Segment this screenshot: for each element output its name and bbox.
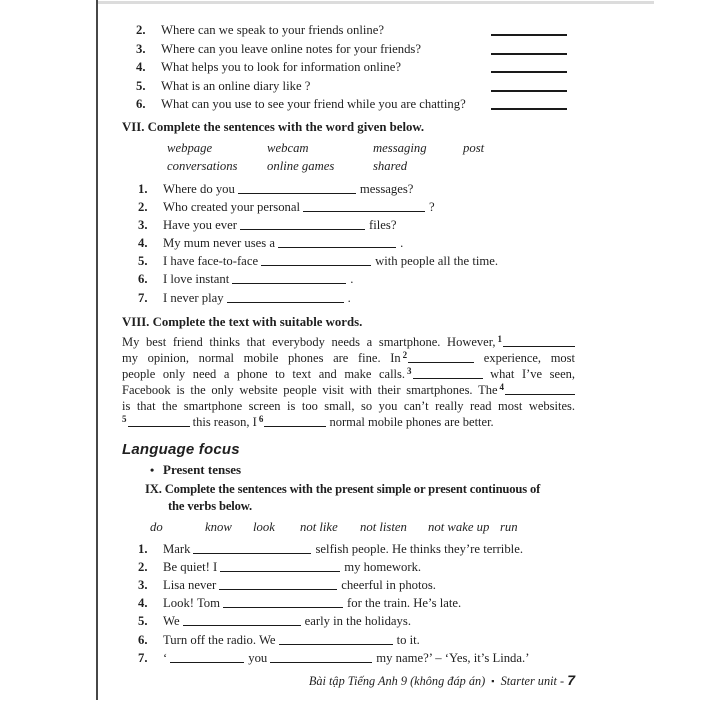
item-number: 6. <box>138 272 148 287</box>
section-viii-heading: VIII. Complete the text with suitable words. <box>122 314 363 329</box>
exercise-item <box>122 234 575 252</box>
superscript-number: 4 <box>499 381 504 392</box>
paragraph-text: is that the smartphone screen is too small, so you can’t really read most websites. <box>122 398 575 413</box>
bullet-icon: • <box>150 462 155 477</box>
superscript-number: 2 <box>402 349 408 360</box>
paragraph-text: my opinion, normal mobile phones are fine. In <box>122 350 401 365</box>
fill-blank <box>408 351 474 363</box>
present-tenses-row <box>122 461 575 480</box>
item-text-after: . <box>350 272 354 287</box>
question-number: 3. <box>136 41 146 56</box>
exercise-item <box>122 289 575 307</box>
item-text-after: my name?’ – ‘Yes, it’s Linda.’ <box>376 650 530 665</box>
wordbank-word: webcam <box>267 140 309 155</box>
item-text-after: ? <box>429 200 435 215</box>
fill-blank <box>279 632 393 645</box>
wordbank-word: not like <box>300 520 338 535</box>
gap-fill-paragraph <box>122 334 575 430</box>
item-number: 3. <box>138 218 148 233</box>
exercise-item <box>122 612 575 630</box>
wordbank-word: online games <box>267 159 335 174</box>
item-number: 1. <box>138 181 148 196</box>
wordbank-vii <box>122 139 575 176</box>
fill-blank <box>240 217 365 230</box>
section-vii-items <box>122 180 575 307</box>
exercise-item <box>122 540 575 558</box>
question-text: Where can you leave online notes for your friends? <box>161 41 421 56</box>
item-text-before: I love instant <box>163 272 230 287</box>
wordbank-ix <box>122 518 575 536</box>
question-row <box>122 94 575 112</box>
fill-blank <box>193 541 311 554</box>
item-text-before: My mum never uses a <box>163 236 276 251</box>
paragraph-line <box>122 350 575 366</box>
section-vii-heading: VII. Complete the sentences with the word given below. <box>122 119 425 134</box>
wordbank-word: run <box>500 520 518 535</box>
answer-line <box>491 108 567 110</box>
item-number: 6. <box>138 632 148 647</box>
answer-line <box>491 90 567 92</box>
item-text-before: Where do you <box>163 181 235 196</box>
item-text-before: I have face-to-face <box>163 254 259 269</box>
paragraph-text: people only need a phone to text and make calls. <box>122 366 406 381</box>
wordbank-word: webpage <box>167 140 213 155</box>
item-text-after: my homework. <box>344 560 422 575</box>
item-number: 1. <box>138 542 148 557</box>
top-hairline <box>98 1 654 4</box>
wordbank-word: not listen <box>360 520 407 535</box>
fill-blank <box>278 235 396 248</box>
item-number: 2. <box>138 560 148 575</box>
item-number: 5. <box>138 254 148 269</box>
item-number: 2. <box>138 200 148 215</box>
item-text-before: Mark <box>163 542 191 557</box>
item-text-before: Who created your personal <box>163 200 301 215</box>
paragraph-line <box>122 414 575 430</box>
exercise-item <box>122 270 575 288</box>
item-number: 7. <box>138 290 148 305</box>
item-text-before: I never play <box>163 290 224 305</box>
paragraph-line <box>122 334 575 350</box>
fill-blank <box>232 271 346 284</box>
exercise-item <box>122 594 575 612</box>
fill-blank <box>183 613 301 626</box>
fill-blank <box>270 650 372 663</box>
wordbank-word: look <box>253 520 275 535</box>
item-text-before: We <box>163 614 180 629</box>
fill-blank <box>219 577 337 590</box>
paragraph-text: normal mobile phones are better. <box>329 414 494 429</box>
wordbank-row <box>167 139 575 158</box>
question-number: 6. <box>136 96 146 111</box>
question-row <box>122 75 575 93</box>
question-text: What helps you to look for information online? <box>161 60 401 75</box>
item-text-before: Be quiet! I <box>163 560 218 575</box>
paragraph-line <box>122 366 575 382</box>
superscript-number: 1 <box>497 333 502 344</box>
language-focus-title: Language focus <box>122 440 240 458</box>
page-footer <box>122 672 575 689</box>
fill-blank <box>264 415 326 427</box>
book-title: Bài tập Tiếng Anh 9 (không đáp án) <box>308 673 486 688</box>
fill-blank <box>170 650 244 663</box>
item-text-after: selfish people. He thinks they’re terrible. <box>315 542 524 557</box>
fill-blank <box>303 199 425 212</box>
item-text-after: . <box>400 236 404 251</box>
left-margin-rule <box>96 0 98 700</box>
paragraph-text: My best friend thinks that everybody needs a smartphone. However, <box>122 334 496 349</box>
superscript-number: 6 <box>258 413 264 424</box>
question-row <box>122 57 575 75</box>
exercise-item <box>122 558 575 576</box>
question-text: What can you use to see your friend while you are chatting? <box>161 96 466 111</box>
item-number: 5. <box>138 614 148 629</box>
item-text-after: for the train. He’s late. <box>347 596 462 611</box>
paragraph-text: Facebook is the only website people visit with their smartphones. The <box>122 382 498 397</box>
present-tenses-label: Present tenses <box>163 461 242 477</box>
exercise-item <box>122 216 575 234</box>
wordbank-row <box>167 157 575 176</box>
exercise-item <box>122 198 575 216</box>
exercise-item <box>122 180 575 198</box>
item-text-after: . <box>347 290 351 305</box>
square-bullet-icon: ▪ <box>491 675 495 686</box>
item-text-after: messages? <box>359 181 414 196</box>
wordbank-word: not wake up <box>428 520 490 535</box>
fill-blank <box>238 181 356 194</box>
section-ix-heading-line1: IX. Complete the sentences with the present simple or present continuous of <box>145 482 541 497</box>
item-text-mid: you <box>248 650 268 665</box>
section-ix-heading-line2: the verbs below. <box>168 498 253 513</box>
exercise-item <box>122 252 575 270</box>
question-number: 4. <box>136 60 146 75</box>
fill-blank <box>227 290 344 303</box>
wordbank-word: conversations <box>167 159 238 174</box>
question-text: What is an online diary like ? <box>161 78 311 93</box>
item-text-before: Turn off the radio. We <box>163 632 276 647</box>
answer-line <box>491 71 567 73</box>
item-text-after: with people all the time. <box>375 254 499 269</box>
wordbank-word: messaging <box>373 140 427 155</box>
wordbank-word: post <box>463 140 485 155</box>
fill-blank <box>220 559 340 572</box>
answer-line <box>491 34 567 36</box>
answer-line <box>491 53 567 55</box>
superscript-number: 3 <box>407 365 412 376</box>
item-text-after: to it. <box>396 632 420 647</box>
item-text-after: cheerful in photos. <box>341 578 436 593</box>
exercise-item <box>122 649 575 667</box>
paragraph-text: experience, most <box>483 350 576 365</box>
exercise-item <box>122 576 575 594</box>
exercise-item <box>122 631 575 649</box>
item-number: 7. <box>138 650 148 665</box>
page-number: 7 <box>567 671 575 688</box>
open-quote: ‘ <box>163 650 168 665</box>
wordbank-word: know <box>205 520 232 535</box>
paragraph-line <box>122 382 575 398</box>
question-number: 5. <box>136 78 146 93</box>
question-number: 2. <box>136 23 146 38</box>
question-row <box>122 20 575 38</box>
item-number: 4. <box>138 236 148 251</box>
item-text-before: Have you ever <box>163 218 237 233</box>
item-text-after: early in the holidays. <box>304 614 412 629</box>
wordbank-word: do <box>150 520 163 535</box>
section-ix-items <box>122 540 575 667</box>
item-text-before: Lisa never <box>163 578 217 593</box>
section-ix-heading <box>122 481 575 514</box>
fill-blank <box>261 253 371 266</box>
paragraph-line <box>122 398 575 414</box>
unit-label: Starter unit - <box>500 673 565 688</box>
fill-blank <box>505 383 575 395</box>
item-text-after: files? <box>368 218 397 233</box>
question-row <box>122 38 575 56</box>
fill-blank <box>223 595 343 608</box>
item-number: 3. <box>138 578 148 593</box>
wordbank-word: shared <box>373 159 408 174</box>
superscript-number: 5 <box>122 413 127 424</box>
open-questions-list <box>122 20 575 112</box>
paragraph-text: what I’ve seen, <box>490 366 575 381</box>
item-number: 4. <box>138 596 148 611</box>
question-text: Where can we speak to your friends online? <box>161 23 384 38</box>
fill-blank <box>128 415 190 427</box>
item-text-before: Look! Tom <box>163 596 221 611</box>
fill-blank <box>503 335 575 347</box>
paragraph-text: this reason, I <box>192 414 257 429</box>
fill-blank <box>413 367 483 379</box>
page-content <box>122 20 575 689</box>
